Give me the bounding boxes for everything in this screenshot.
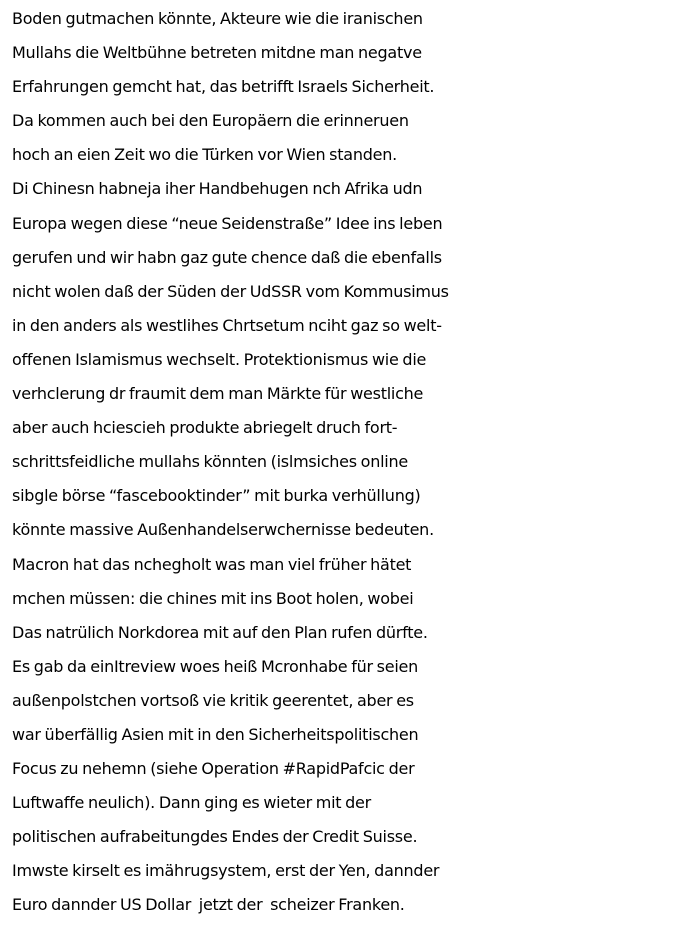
text-line-9: nicht wolen daß der Süden der UdSSR vom Kommusimus	[12, 281, 449, 301]
text-line-17: Macron hat das nchegholt was man viel früher hätet	[12, 554, 412, 574]
text-line-24: Luftwaffe neulich). Dann ging es wieter mit der	[12, 793, 371, 813]
text-line-14: schrittsfeidliche mullahs könnten (islmsiches online	[12, 452, 408, 472]
text-line-16: könnte massive Außenhandelserwchernisse bedeuten.	[12, 520, 434, 540]
text-line-6: Di Chinesn habneja iher Handbehugen nch Afrika udn	[12, 179, 423, 199]
text-line-26: Imwste kirselt es imährugsystem, erst der Yen, dannder	[12, 861, 440, 881]
text-line-12: verhclerung dr fraumit dem man Märkte für westliche	[12, 384, 424, 404]
text-line-23: Focus zu nehemn (siehe Operation #RapidPafcic der	[12, 759, 415, 779]
text-line-10: in den anders als westlihes Chrtsetum nciht gaz so welt-	[12, 315, 442, 335]
text-line-5: hoch an eien Zeit wo die Türken vor Wien standen.	[12, 145, 397, 165]
text-line-3: Erfahrungen gemcht hat, das betrifft Israels Sicherheit.	[12, 77, 435, 97]
text-line-1: Boden gutmachen könnte, Akteure wie die iranischen	[12, 9, 423, 28]
body-text	[12, 2, 680, 923]
text-line-4: Da kommen auch bei den Europäern die erinneruen	[12, 111, 409, 131]
text-line-7: Europa wegen diese “neue Seidenstraße” Idee ins leben	[12, 213, 443, 233]
text-line-27: Euro dannder US Dollar jetzt der scheizer Franken.	[12, 895, 405, 915]
text-line-25: politischen aufrabeitungdes Endes der Credit Suisse.	[12, 827, 418, 847]
text-line-22: war überfällig Asien mit in den Sicherheitspolitischen	[12, 724, 419, 744]
text-line-19: Das natrülich Norkdorea mit auf den Plan rufen dürfte.	[12, 622, 428, 642]
text-line-21: außenpolstchen vortsoß vie kritik geerentet, aber es	[12, 690, 414, 710]
text-line-2: Mullahs die Weltbühne betreten mitdne man negatve	[12, 43, 422, 63]
text-line-13: aber auch hciescieh produkte abriegelt druch fort-	[12, 418, 398, 438]
text-line-8: gerufen und wir habn gaz gute chence daß die ebenfalls	[12, 247, 442, 267]
text-line-11: offenen Islamismus wechselt. Protektionismus wie die	[12, 349, 427, 369]
text-line-15: sibgle börse “fascebooktinder” mit burka verhüllung)	[12, 486, 421, 506]
text-line-18: mchen müssen: die chines mit ins Boot holen, wobei	[12, 588, 414, 608]
text-line-20: Es gab da einItreview woes heiß Mcronhabe für seien	[12, 656, 419, 676]
